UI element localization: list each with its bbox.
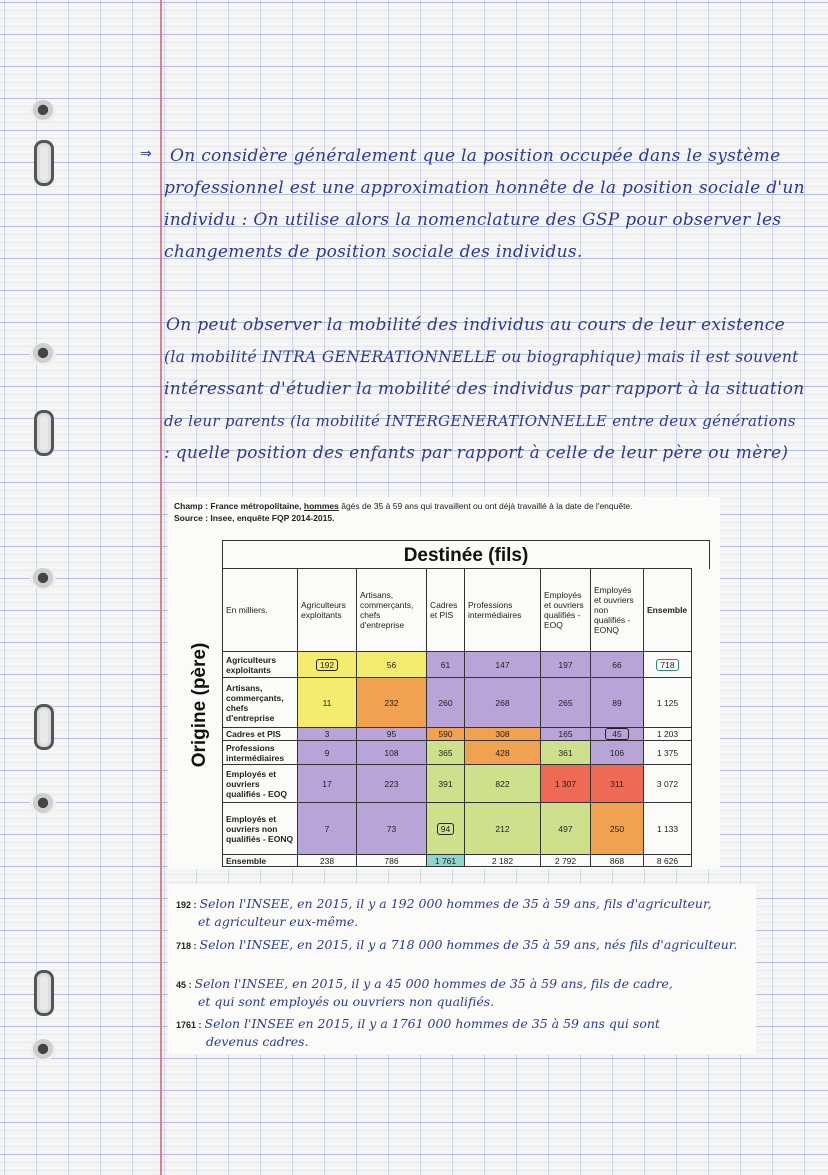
note-line: 1761 : Selon l'INSEE en 2015, il y a 1761 000 hommes de 35 à 59 ans qui sont (176, 1016, 660, 1031)
handwritten-line: changements de position sociale des individus. (164, 242, 583, 262)
table-cell: 66 (591, 652, 644, 678)
table-cell: 17 (298, 765, 357, 803)
note-line: 718 : Selon l'INSEE, en 2015, il y a 718 000 hommes de 35 à 59 ans, nés fils d'agriculteur. (176, 937, 738, 952)
table-row (223, 652, 692, 678)
table-cell: 2 182 (465, 855, 541, 867)
table-cell: 391 (427, 765, 465, 803)
table-cell: 1 133 (644, 803, 692, 855)
table-cell: 56 (357, 652, 427, 678)
table-cell: 268 (465, 678, 541, 728)
arrow-bullet-icon: ⇒ (140, 146, 152, 162)
mobility-table (222, 568, 692, 867)
source-line: Source : Insee, enquête FQP 2014-2015. (174, 513, 335, 523)
table-cell: 1 375 (644, 741, 692, 765)
table-cell: 822 (465, 765, 541, 803)
table-cell: 311 (591, 765, 644, 803)
table-cell: 2 792 (541, 855, 591, 867)
table-cell: 250 (591, 803, 644, 855)
table-cell: 1 307 (541, 765, 591, 803)
note-line: et qui sont employés ou ouvriers non qualifiés. (198, 994, 495, 1009)
origine-axis-label: Origine (père) (189, 642, 210, 768)
column-header: Ensemble (644, 569, 692, 652)
table-cell: 3 (298, 728, 357, 741)
table-cell: 428 (465, 741, 541, 765)
table-cell: 1 761 (427, 855, 465, 867)
note-line: devenus cadres. (206, 1034, 309, 1049)
table-cell: 590 (427, 728, 465, 741)
binder-hole (30, 100, 56, 122)
handwritten-line: On considère généralement que la position occupée dans le système (170, 146, 781, 166)
table-cell: 1 203 (644, 728, 692, 741)
table-cell: 61 (427, 652, 465, 678)
margin-line (160, 0, 162, 1175)
table-cell: 232 (357, 678, 427, 728)
handwritten-line: On peut observer la mobilité des individus au cours de leur existence (166, 315, 785, 335)
row-header: Agriculteurs exploitants (223, 652, 298, 678)
row-header: Cadres et PIS (223, 728, 298, 741)
table-cell: 89 (591, 678, 644, 728)
table-cell: 1 125 (644, 678, 692, 728)
handwritten-line: intéressant d'étudier la mobilité des individus par rapport à la situation (164, 379, 805, 399)
table-cell: 3 072 (644, 765, 692, 803)
binder-hole (30, 568, 56, 590)
table-cell: 7 (298, 803, 357, 855)
table-cell: 212 (465, 803, 541, 855)
table-cell: 11 (298, 678, 357, 728)
column-header: Agriculteurs exploitants (298, 569, 357, 652)
table-cell: 197 (541, 652, 591, 678)
column-header: Cadres et PIS (427, 569, 465, 652)
table-row (223, 741, 692, 765)
table-cell: 361 (541, 741, 591, 765)
binder-slot (34, 410, 54, 456)
binder-hole (30, 343, 56, 365)
table-cell: 94 (427, 803, 465, 855)
champ-line: Champ : France métropolitaine, hommes âgés de 35 à 59 ans qui travaillent ou ont déjà travaillé à la date de l'enquête. (174, 501, 633, 511)
binder-hole (30, 1039, 56, 1061)
binder-slot (34, 140, 54, 186)
handwritten-line: individu : On utilise alors la nomenclature des GSP pour observer les (164, 210, 782, 230)
column-header: Professions intermédiaires (465, 569, 541, 652)
note-line: 45 : Selon l'INSEE, en 2015, il y a 45 000 hommes de 35 à 59 ans, fils de cadre, (176, 976, 673, 991)
row-header: Employés et ouvriers qualifiés - EOQ (223, 765, 298, 803)
column-header: Artisans, commerçants, chefs d'entreprise (357, 569, 427, 652)
table-cell: 95 (357, 728, 427, 741)
table-cell: 192 (298, 652, 357, 678)
table-cell: 365 (427, 741, 465, 765)
table-cell: 718 (644, 652, 692, 678)
table-cell: 108 (357, 741, 427, 765)
table-row (223, 765, 692, 803)
table-row (223, 728, 692, 741)
destinee-header: Destinée (fils) (222, 540, 710, 569)
handwritten-line: : quelle position des enfants par rapport à celle de leur père ou mère) (164, 443, 789, 463)
row-header: Professions intermédiaires (223, 741, 298, 765)
table-cell: 147 (465, 652, 541, 678)
note-line: et agriculteur eux-même. (198, 914, 359, 929)
table-cell: 260 (427, 678, 465, 728)
note-line: 192 : Selon l'INSEE, en 2015, il y a 192 000 hommes de 35 à 59 ans, fils d'agriculteur, (176, 896, 712, 911)
table-cell: 106 (591, 741, 644, 765)
table-cell: 868 (591, 855, 644, 867)
binder-slot (34, 970, 54, 1016)
binder-hole (30, 793, 56, 815)
table-cell: 8 626 (644, 855, 692, 867)
table-cell: 786 (357, 855, 427, 867)
table-cell: 223 (357, 765, 427, 803)
table-row (223, 803, 692, 855)
table-cell: 308 (465, 728, 541, 741)
unit-label: En milliers. (223, 569, 298, 652)
table-cell: 45 (591, 728, 644, 741)
handwritten-line: (la mobilité INTRA GENERATIONNELLE ou biographique) mais il est souvent (164, 348, 799, 366)
table-cell: 265 (541, 678, 591, 728)
table-cell: 73 (357, 803, 427, 855)
table-row (223, 678, 692, 728)
table-cell: 497 (541, 803, 591, 855)
table-cell: 238 (298, 855, 357, 867)
handwritten-line: professionnel est une approximation honnête de la position sociale d'un (164, 178, 805, 198)
column-header: Employés et ouvriers non qualifiés - EONQ (591, 569, 644, 652)
row-header: Ensemble (223, 855, 298, 867)
column-header: Employés et ouvriers qualifiés - EOQ (541, 569, 591, 652)
row-header: Employés et ouvriers non qualifiés - EONQ (223, 803, 298, 855)
binder-slot (34, 704, 54, 750)
row-header: Artisans, commerçants, chefs d'entreprise (223, 678, 298, 728)
table-row (223, 855, 692, 867)
handwritten-line: de leur parents (la mobilité INTERGENERATIONNELLE entre deux générations (164, 412, 796, 430)
table-cell: 9 (298, 741, 357, 765)
table-cell: 165 (541, 728, 591, 741)
